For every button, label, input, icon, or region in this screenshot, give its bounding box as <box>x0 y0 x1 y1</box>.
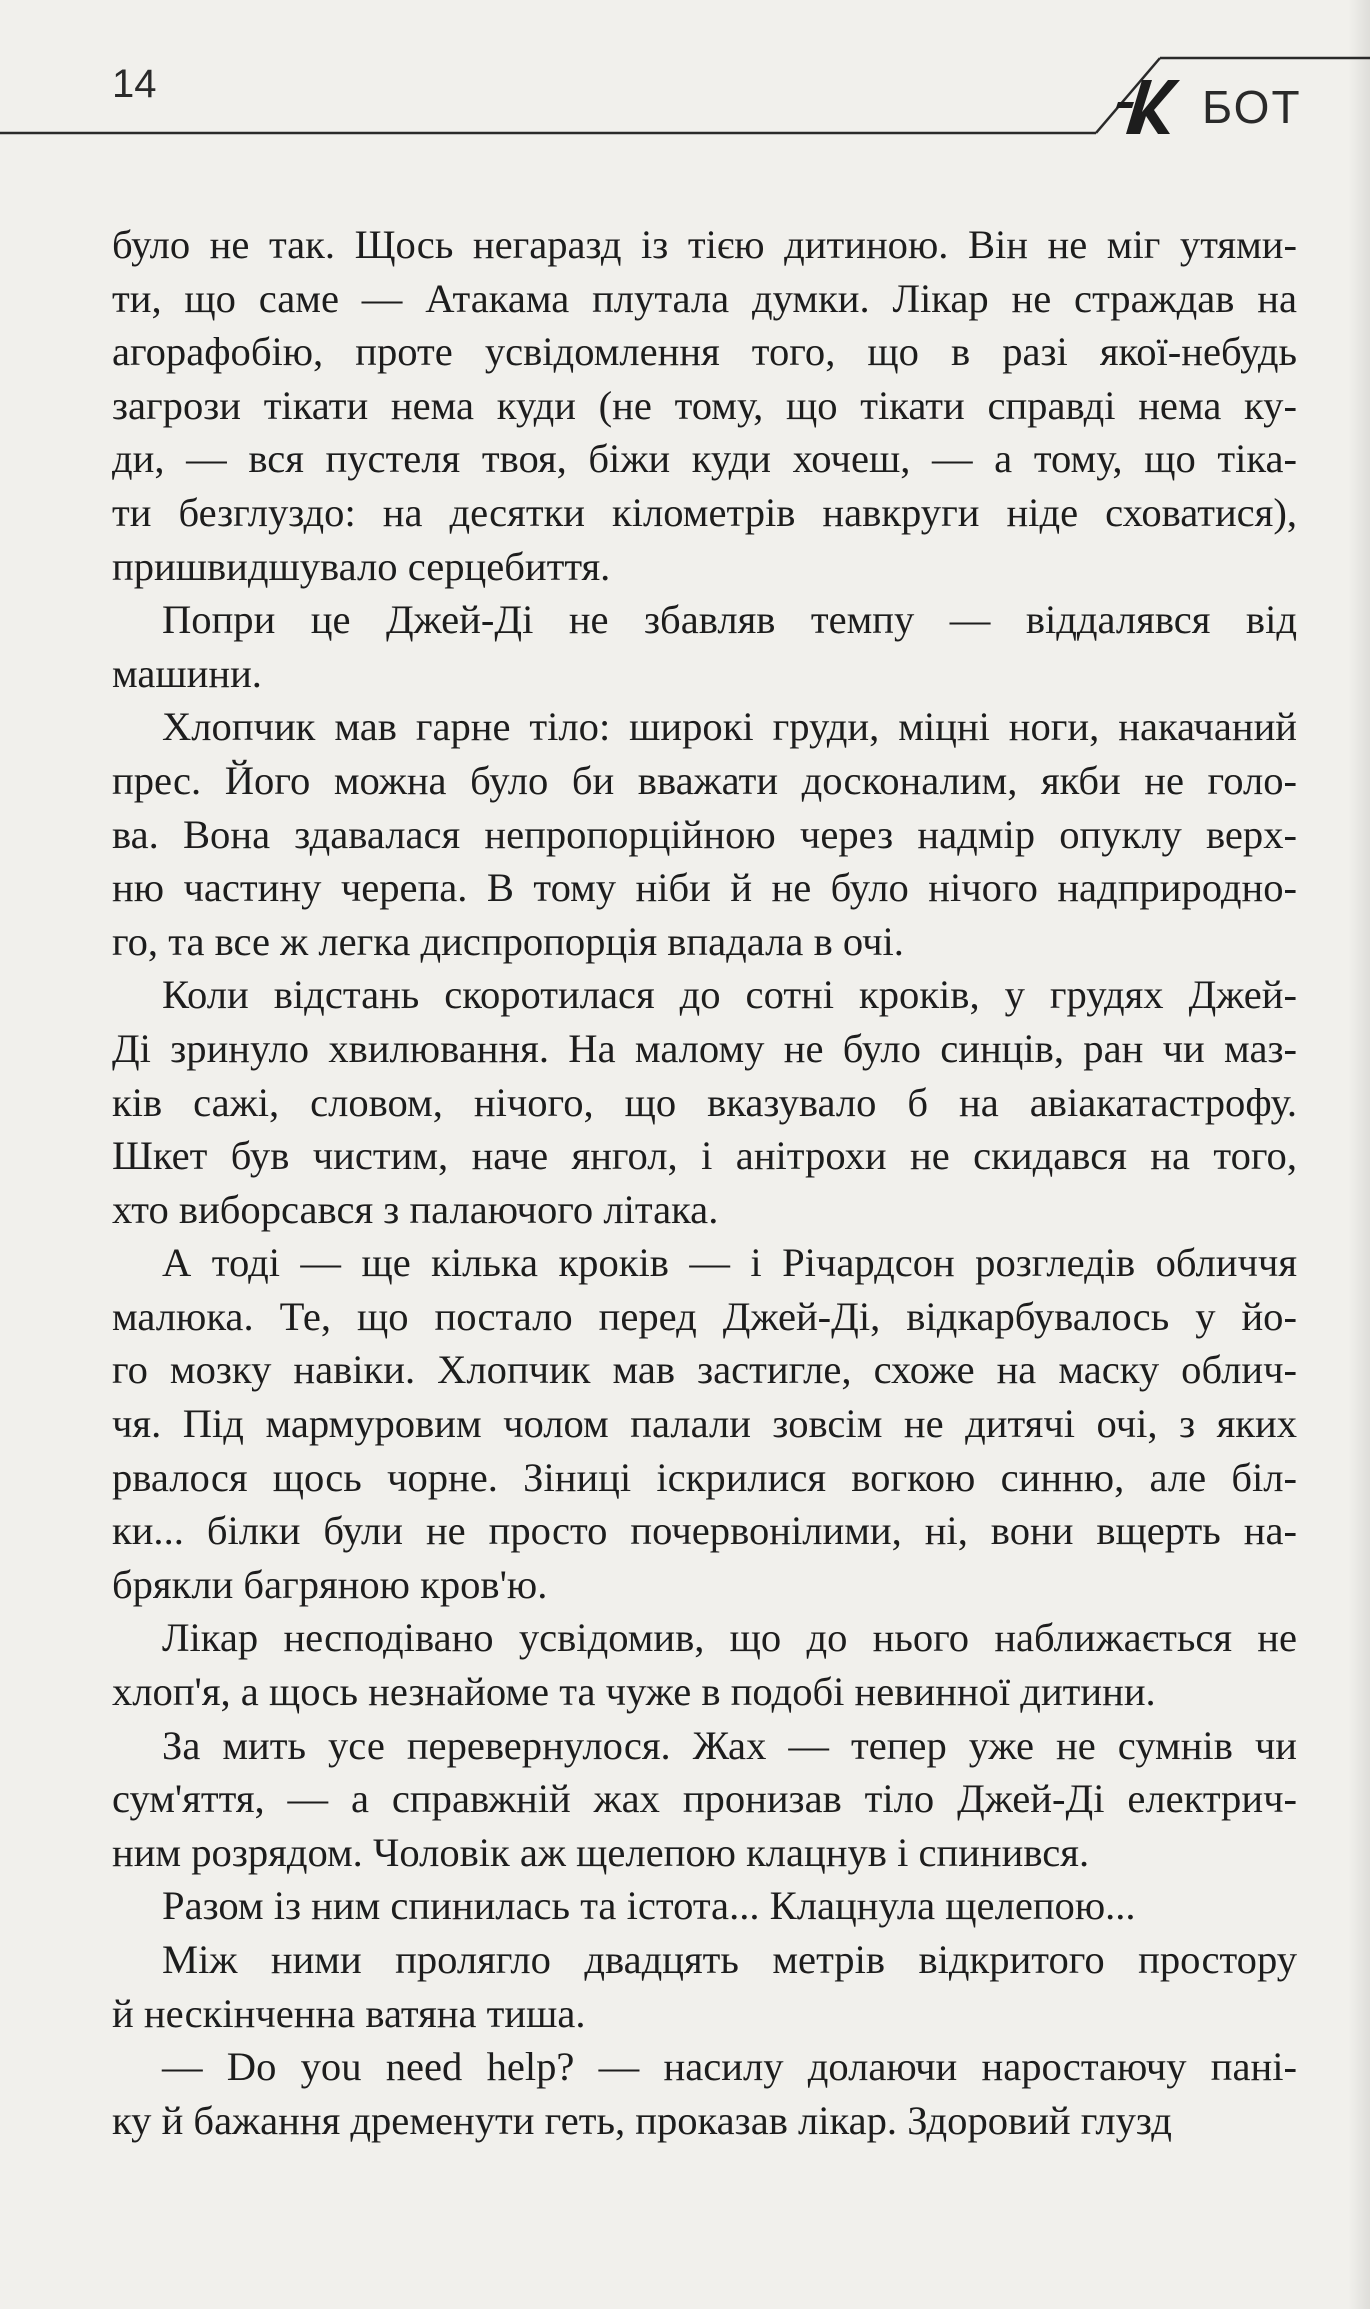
text-line: хлоп'я, а щось незнайоме та чуже в подобі невинної дитини. <box>112 1669 1156 1715</box>
paragraph <box>112 1933 1297 2040</box>
text-line: ти, що саме — Атакама плутала думки. Лікар не страждав на <box>112 275 1297 321</box>
text-line: го, та все ж легка диспропорція впадала в очі. <box>112 918 904 964</box>
page-number: 14 <box>112 62 157 106</box>
text-line: ку й бажання дременути геть, проказав лікар. Здоровий глузд <box>112 2097 1172 2143</box>
paragraph <box>112 593 1297 700</box>
text-line: го мозку навіки. Хлопчик мав застигле, схоже на маску облич- <box>112 1347 1297 1393</box>
series-title: БОТ <box>1202 81 1302 133</box>
text-line: Лікар несподівано усвідомив, що до нього наближається не <box>162 1615 1297 1661</box>
text-line: А тоді — ще кілька кроків — і Річардсон розгледів обличчя <box>162 1240 1297 1286</box>
text-line: прес. Його можна було би вважати досконалим, якби не голо- <box>112 757 1297 803</box>
text-line: чя. Під мармуровим чолом палали зовсім не дитячі очі, з яких <box>112 1401 1297 1447</box>
text-line: ків сажі, словом, нічого, що вказувало б на авіакатастрофу. <box>112 1079 1297 1125</box>
text-line: загрози тікати нема куди (не тому, що тікати справді нема ку- <box>112 382 1297 428</box>
text-line: й нескінченна ватяна тиша. <box>112 1990 586 2036</box>
text-line: ди, — вся пустеля твоя, біжи куди хочеш, — а тому, що тіка- <box>112 436 1297 482</box>
body-text <box>112 218 1297 2147</box>
paragraph <box>112 968 1297 1236</box>
page-edge-shadow <box>1348 0 1370 2309</box>
publisher-logo-icon <box>1112 72 1190 142</box>
text-line: Ді зринуло хвилювання. На малому не було синців, ран чи маз- <box>112 1025 1297 1071</box>
paragraph <box>112 1236 1297 1611</box>
text-line: малюка. Те, що постало перед Джей-Ді, відкарбувалось у йо- <box>112 1293 1297 1339</box>
text-line: брякли багряною кров'ю. <box>112 1561 548 1607</box>
text-line: Шкет був чистим, наче янгол, і анітрохи не скидався на того, <box>112 1133 1297 1179</box>
text-line: ки... білки були не просто почервонілими, ні, вони вщерть на- <box>112 1508 1297 1554</box>
text-line: — Do you need help? — насилу долаючи наростаючу пані- <box>162 2044 1297 2090</box>
text-line: сум'яття, — а справжній жах пронизав тіло Джей-Ді електрич- <box>112 1776 1297 1822</box>
running-header <box>0 0 1370 160</box>
text-line: хто виборсався з палаючого літака. <box>112 1186 719 1232</box>
text-line: Коли відстань скоротилася до сотні кроків, у грудях Джей- <box>162 972 1297 1018</box>
text-line: рвалося щось чорне. Зіниці іскрилися вогкою синню, але біл- <box>112 1454 1297 1500</box>
paragraph <box>112 1611 1297 1718</box>
text-line: Хлопчик мав гарне тіло: широкі груди, міцні ноги, накачаний <box>162 704 1297 750</box>
paragraph <box>112 1879 1297 1933</box>
text-line: ню частину черепа. В тому ніби й не було нічого надприродно- <box>112 865 1297 911</box>
paragraph <box>112 700 1297 968</box>
text-line: пришвидшувало серцебиття. <box>112 543 611 589</box>
paragraph <box>112 218 1297 593</box>
text-line: ва. Вона здавалася непропорційною через надмір опуклу верх- <box>112 811 1297 857</box>
text-line: машини. <box>112 650 262 696</box>
text-line: За мить усе перевернулося. Жах — тепер уже не сумнів чи <box>162 1722 1297 1768</box>
text-line: агорафобію, проте усвідомлення того, що в разі якої-небудь <box>112 329 1297 375</box>
text-line: ти безглуздо: на десятки кілометрів навкруги ніде сховатися), <box>112 489 1297 535</box>
text-line: ним розрядом. Чоловік аж щелепою клацнув і спинився. <box>112 1829 1090 1875</box>
text-line: було не так. Щось негаразд із тією дитиною. Він не міг утями- <box>112 222 1297 267</box>
text-line: Між ними пролягло двадцять метрів відкритого простору <box>162 1937 1297 1982</box>
text-line: Попри це Джей-Ді не збавляв темпу — віддалявся від <box>162 597 1297 643</box>
paragraph <box>112 1719 1297 1880</box>
paragraph <box>112 2040 1297 2147</box>
text-line: Разом із ним спинилась та істота... Клацнула щелепою... <box>162 1883 1136 1929</box>
